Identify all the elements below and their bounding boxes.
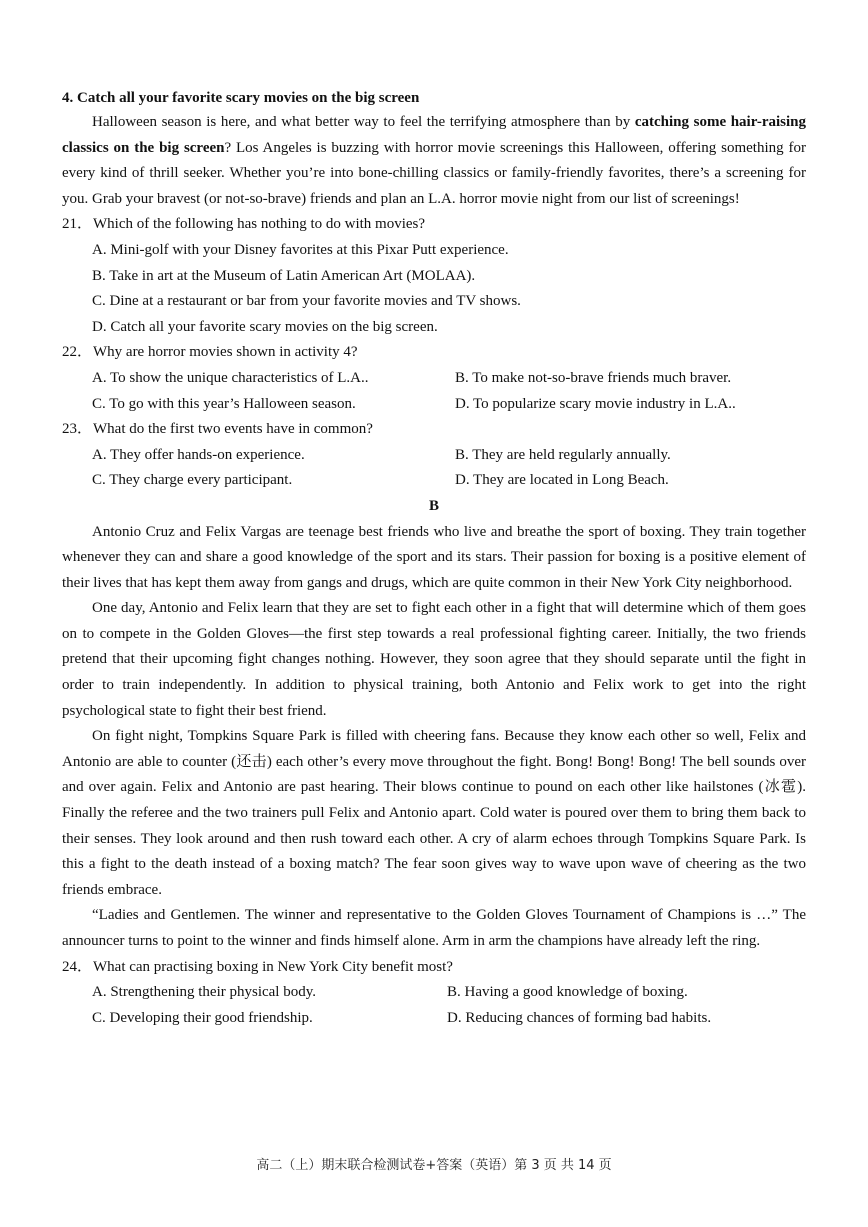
option-23-a[interactable]: A. They offer hands-on experience.	[92, 446, 305, 463]
option-21-b[interactable]	[62, 264, 806, 290]
passage-b-paragraph-2: One day, Antonio and Felix learn that they are set to fight each other in a fight that will determine which of them goes on to compete in the Golden Gloves—the first step towards a real professional fighting career. Initially, the two friends pretend that their upcoming fight changes nothing. However, they soon agree that they should separate until the fight in order to train independently. In addition to physical training, both Antonio and Felix work to get into the right psychological state to fight their best friend.	[62, 600, 806, 719]
option-text: B. Take in art at the Museum of Latin American Art (MOLAA).	[92, 267, 476, 284]
page-content	[62, 88, 806, 1031]
options-23-row-2	[62, 468, 806, 494]
question-22	[62, 340, 806, 366]
option-23-d[interactable]: D. They are located in Long Beach.	[455, 472, 669, 489]
intro-emphasis: catching some hair-raising classics on the big screen	[62, 114, 806, 156]
option-24-c[interactable]: C. Developing their good friendship.	[92, 1009, 313, 1026]
passage-b-paragraph-1: Antonio Cruz and Felix Vargas are teenage best friends who live and breathe the sport of boxing. They train together whenever they can and share a good knowledge of the sport and its stars. Their passion for boxing is a positive element of their lives that has kept them away from gangs and drugs, which are quite common in their New York City neighborhood.	[62, 523, 806, 591]
intro-text-end: ? Los Angeles is buzzing with horror movie screenings this Halloween, offering something for every kind of thrill seeker. Whether you’re into bone-chilling classics or family-friendly favorites, there’s a screening for you. Grab your bravest (or not-so-brave) friends and plan an L.A. horror movie night from our list of screenings!	[62, 139, 806, 207]
question-text: What do the first two events have in common?	[93, 421, 373, 438]
option-21-a[interactable]	[62, 238, 806, 264]
option-text: D. Catch all your favorite scary movies on the big screen.	[92, 318, 438, 335]
question-number: 22．	[62, 344, 93, 361]
passage-b-paragraph-4: “Ladies and Gentlemen. The winner and representative to the Golden Gloves Tournament of Champions is …” The announcer turns to point to the winner and finds himself alone. Arm in arm the champions have already left the ring.	[62, 907, 806, 949]
options-23-row-1	[62, 443, 806, 469]
options-24-row-2	[62, 1006, 806, 1032]
option-21-c[interactable]	[62, 289, 806, 315]
option-23-b[interactable]: B. They are held regularly annually.	[455, 446, 671, 463]
options-22-row-2	[62, 392, 806, 418]
question-23	[62, 417, 806, 443]
option-24-a[interactable]: A. Strengthening their physical body.	[92, 984, 316, 1001]
page-footer: 高二（上）期末联合检测试卷+答案（英语）第 3 页 共 14 页	[256, 1158, 612, 1173]
question-number: 21．	[62, 216, 93, 233]
section-b-label: B	[428, 497, 439, 514]
option-22-c[interactable]: C. To go with this year’s Halloween season.	[92, 395, 356, 412]
option-22-d[interactable]: D. To popularize scary movie industry in L.A..	[455, 395, 736, 412]
option-21-d[interactable]	[62, 315, 806, 341]
intro-text-start: Halloween season is here, and what better way to feel the terrifying atmosphere than by	[92, 114, 635, 130]
option-24-b[interactable]: B. Having a good knowledge of boxing.	[447, 984, 688, 1001]
option-text: A. Mini-golf with your Disney favorites at this Pixar Putt experience.	[92, 241, 509, 258]
question-text: Which of the following has nothing to do with movies?	[93, 216, 426, 233]
question-21	[62, 212, 806, 238]
passage-b-paragraph-3: On fight night, Tompkins Square Park is filled with cheering fans. Because they know each other so well, Felix and Antonio are able to counter (还击) each other’s every move throughout the fight. Bong! Bong! Bong! The bell sounds over and over again. Felix and Antonio are past hearing. Their blows continue to pound on each other like hailstones (冰雹). Finally the referee and the two trainers pull Felix and Antonio apart. Cold water is poured over them to bring them back to their senses. They look around and then rush toward each other. A cry of alarm echoes through Tompkins Square Park. Is this a fight to the death instead of a boxing match? The fear soon gives way to wave upon wave of cheering as the two friends embrace.	[62, 728, 806, 898]
option-text: C. Dine at a restaurant or bar from your favorite movies and TV shows.	[92, 293, 521, 310]
passage-heading: 4. Catch all your favorite scary movies on the big screen	[62, 90, 420, 106]
passage-intro	[62, 110, 806, 212]
option-22-b[interactable]: B. To make not-so-brave friends much braver.	[455, 369, 732, 386]
question-24	[62, 955, 806, 981]
option-24-d[interactable]: D. Reducing chances of forming bad habits.	[447, 1009, 712, 1026]
option-23-c[interactable]: C. They charge every participant.	[92, 472, 293, 489]
question-number: 24．	[62, 958, 93, 975]
options-24-row-1	[62, 980, 806, 1006]
option-22-a[interactable]: A. To show the unique characteristics of L.A..	[92, 369, 369, 386]
question-text: Why are horror movies shown in activity 4?	[93, 344, 358, 361]
question-number: 23．	[62, 421, 93, 438]
question-text: What can practising boxing in New York City benefit most?	[93, 958, 453, 975]
options-22-row-1	[62, 366, 806, 392]
